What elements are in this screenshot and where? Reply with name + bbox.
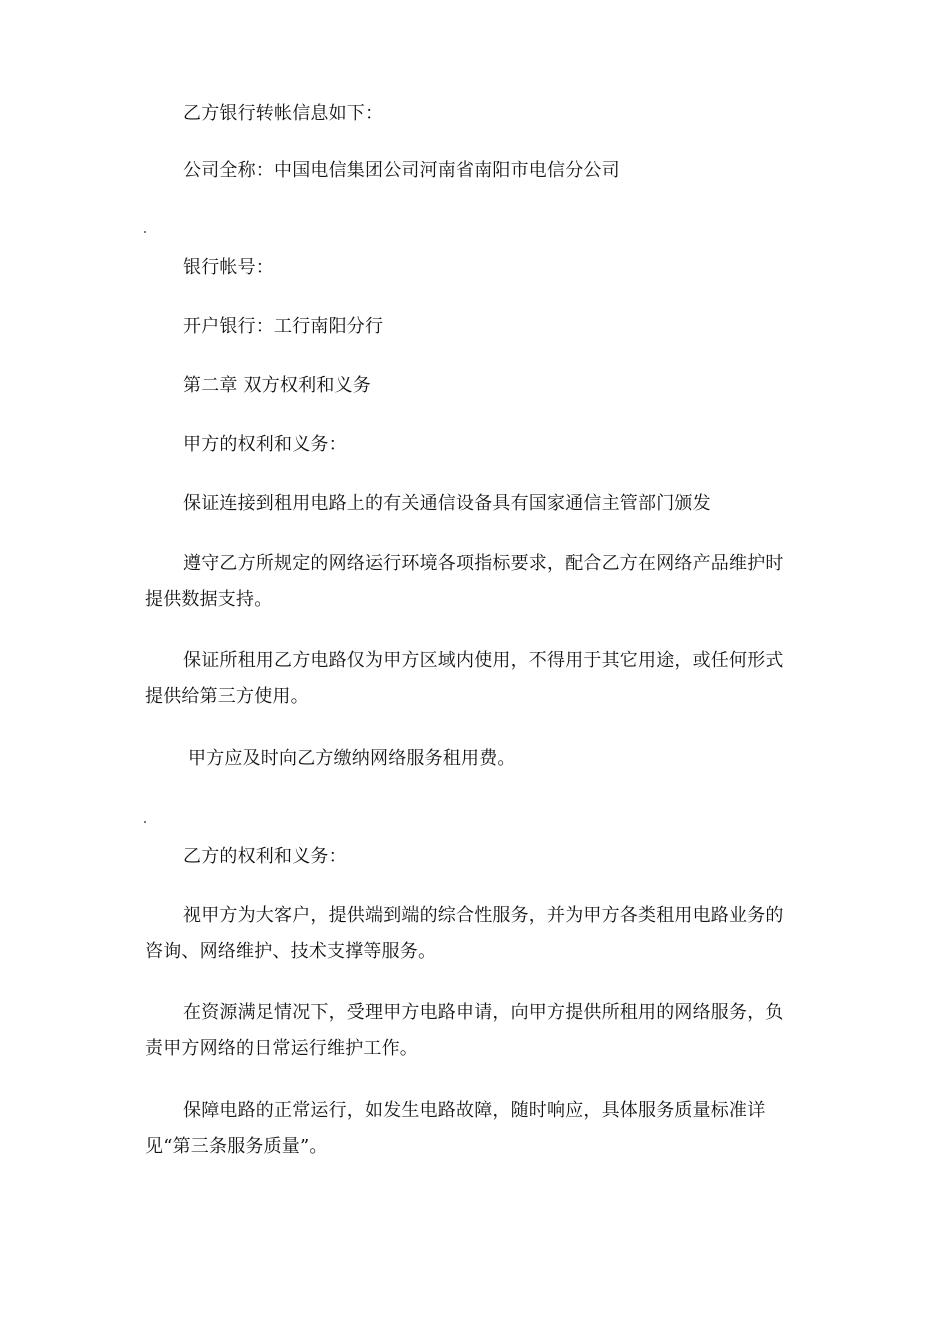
paragraph-party-a-item-4: 甲方应及时向乙方缴纳网络服务租用费。 xyxy=(188,748,516,769)
paragraph-opening-bank: 开户银行：工行南阳分行 xyxy=(183,316,384,337)
paragraph-party-b-item-3: 保障电路的正常运行，如发生电路故障，随时响应，具体服务质量标准详见“第三条服务质量”。 xyxy=(145,1100,766,1157)
paragraph-party-b-rights-heading: 乙方的权利和义务： xyxy=(183,846,347,867)
paragraph-party-a-item-2: 遵守乙方所规定的网络运行环境各项指标要求，配合乙方在网络产品维护时提供数据支持。 xyxy=(145,553,784,610)
chapter-heading: 第二章 双方权利和义务 xyxy=(183,375,371,396)
paragraph-party-a-item-3: 保证所租用乙方电路仅为甲方区域内使用，不得用于其它用途，或任何形式提供给第三方使用。 xyxy=(145,650,784,707)
paragraph-bank-transfer-intro: 乙方银行转帐信息如下： xyxy=(183,103,384,124)
paragraph-party-b-item-2: 在资源满足情况下，受理甲方电路申请，向甲方提供所租用的网络服务，负责甲方网络的日常运行维护工作。 xyxy=(145,1002,784,1059)
paragraph-bank-account: 银行帐号： xyxy=(183,257,274,278)
paragraph-company-name: 公司全称：中国电信集团公司河南省南阳市电信分公司 xyxy=(183,160,620,181)
paragraph-party-b-item-1: 视甲方为大客户，提供端到端的综合性服务，并为甲方各类租用电路业务的咨询、网络维护、技术支撑等服务。 xyxy=(145,905,784,962)
paragraph-party-a-rights-heading: 甲方的权利和义务： xyxy=(183,434,347,455)
page-mark-dot xyxy=(144,821,146,823)
page-mark-dot xyxy=(144,231,146,233)
paragraph-party-a-item-1: 保证连接到租用电路上的有关通信设备具有国家通信主管部门颁发 xyxy=(183,493,711,514)
